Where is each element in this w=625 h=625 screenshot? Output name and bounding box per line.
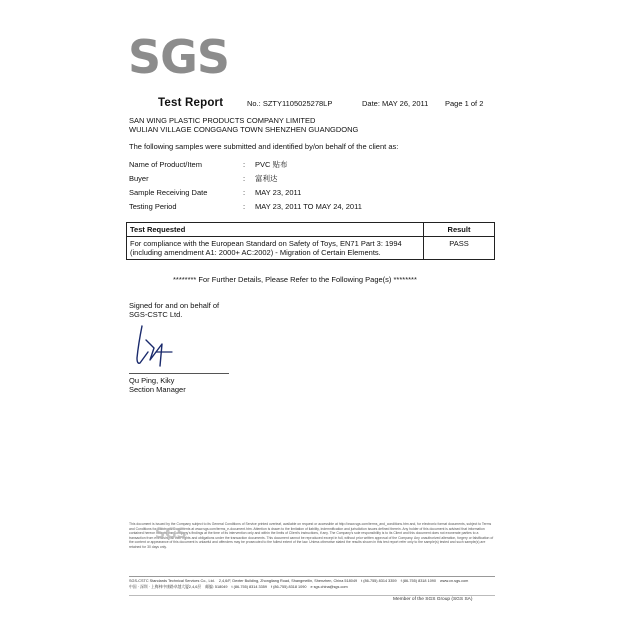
field-value-receiving-date: MAY 23, 2011 xyxy=(255,188,302,197)
results-table-header xyxy=(127,223,495,237)
footer-fax-en: f (86-755) 8318 1090 xyxy=(400,579,437,583)
report-title: Test Report xyxy=(158,97,224,109)
field-label-buyer: Buyer xyxy=(129,174,149,183)
footer-contact-row-cn xyxy=(129,584,495,590)
footer-phone-en: t (86-755) 8314 3359 xyxy=(361,579,397,583)
field-value-buyer: 富利达 xyxy=(255,174,278,183)
result-cell: PASS xyxy=(424,237,495,260)
report-number: No.: SZTY1105025278LP xyxy=(247,99,333,108)
handwritten-signature xyxy=(128,322,188,372)
footer-fax-cn: f (86-755) 8318 1090 xyxy=(271,585,307,589)
client-name: SAN WING PLASTIC PRODUCTS COMPANY LIMITED xyxy=(129,116,316,125)
footer-web: www.cn.sgs.com xyxy=(440,579,469,583)
footer-divider xyxy=(129,576,495,577)
footer-divider-bottom xyxy=(129,595,495,596)
footer-postcode-cn: 邮编: 518049 xyxy=(205,585,228,589)
field-colon: : xyxy=(243,160,246,169)
field-label-receiving-date: Sample Receiving Date xyxy=(129,188,208,197)
test-requested-cell xyxy=(127,237,424,260)
table-row xyxy=(127,237,495,260)
test-description-line2: (including amendment A1: 2000+ AC:2002) - Migration of Certain Elements. xyxy=(130,248,381,257)
footer-phone-cn: t (86-755) 8314 3359 xyxy=(231,585,267,589)
results-table xyxy=(126,222,495,260)
signer-title: Section Manager xyxy=(129,385,186,394)
signed-on-behalf: Signed for and on behalf of xyxy=(129,301,220,310)
page-indicator: Page 1 of 2 xyxy=(445,99,484,108)
signature-line xyxy=(129,373,229,374)
test-description-line1: For compliance with the European Standard on Safety of Toys, EN71 Part 3: 1994 xyxy=(130,239,402,248)
field-colon: : xyxy=(243,202,246,211)
report-date: Date: MAY 26, 2011 xyxy=(362,99,429,108)
footer-contacts xyxy=(129,578,495,590)
client-address: WULIAN VILLAGE CONGGANG TOWN SHENZHEN GUANGDONG xyxy=(129,125,359,134)
field-colon: : xyxy=(243,174,246,183)
intro-text: The following samples were submitted and identified by/on behalf of the client as: xyxy=(129,142,399,151)
field-value-testing-period: MAY 23, 2011 TO MAY 24, 2011 xyxy=(255,202,362,211)
further-details-note: ******** For Further Details, Please Refer to the Following Page(s) ******** xyxy=(173,275,417,284)
field-label-product: Name of Product/Item xyxy=(129,160,202,169)
footer-disclaimer-block xyxy=(129,522,495,550)
field-label-testing-period: Testing Period xyxy=(129,202,177,211)
header-result: Result xyxy=(424,223,495,237)
footer-sgs-watermark: SGS xyxy=(155,526,187,542)
sgs-logo: SGS xyxy=(128,30,230,84)
field-value-product: PVC 贴布 xyxy=(255,160,288,169)
signer-name: Qu Ping, Kiky xyxy=(129,376,175,385)
footer-email: e sgs.china@sgs.com xyxy=(310,585,348,589)
footer-address-cn: 中国 · 深圳 · 上梅林中康路卓越大厦2,4,6层 xyxy=(129,585,202,589)
footer-company-en: SGS-CSTC Standards Technical Services Co., Ltd. xyxy=(129,579,215,583)
footer-disclaimer: This document is issued by the Company subject to its General Conditions of Service printed overleaf, available on request or accessible at http://www.sgs.com/terms_and_conditions.htm and, for electronic format documents, subject to Terms and Conditions for Electronic Documents at www.sgs.com/terms_e-document.htm. Attention is drawn to the limitation of liability, indemnification and jurisdiction issues defined therein. Any holder of this document is advised that information contained hereon reflects the Company's findings at the time of its intervention only and within the limits of Client's instructions, if any. The Company's sole responsibility is to its Client and this document does not exonerate parties to a transaction from exercising all their rights and obligations under the transaction documents. This document cannot be reproduced except in full, without prior written approval of the Company. Any unauthorized alteration, forgery or falsification of the content or appearance of this document is unlawful and offenders may be prosecuted to the fullest extent of the law. Unless otherwise stated the results shown in this test report refer only to the sample(s) tested and such sample(s) are retained for 30 days only. xyxy=(129,522,494,549)
signing-company: SGS-CSTC Ltd. xyxy=(129,310,183,319)
field-colon: : xyxy=(243,188,246,197)
sgs-group-member-note: Member of the SGS Group (SGS SA) xyxy=(393,597,473,602)
footer-address-en: 2,4,6/F, Dexter Building, Zhongliang Road, Shangmeilin, Shenzhen, China 518049 xyxy=(218,579,358,583)
header-test-requested: Test Requested xyxy=(127,223,424,237)
